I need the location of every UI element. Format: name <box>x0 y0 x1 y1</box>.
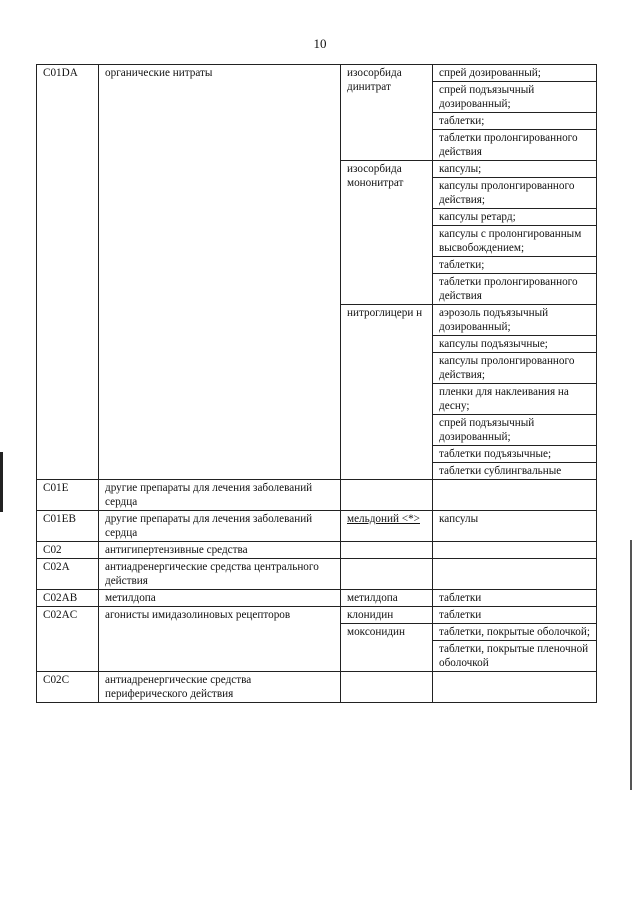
atc-code-cell: C01EB <box>37 511 99 542</box>
atc-code-cell: C01E <box>37 480 99 511</box>
table-row <box>37 542 597 559</box>
atc-name-cell: антиадренергические средства периферического действия <box>99 672 341 703</box>
dosage-form-cell: пленки для наклеивания на десну; <box>433 384 597 415</box>
drug-name-cell: изосорбида мононитрат <box>341 161 433 305</box>
drug-name-cell: метилдопа <box>341 590 433 607</box>
dosage-form-cell: капсулы <box>433 511 597 542</box>
medicine-table <box>36 64 597 703</box>
dosage-form-cell: таблетки; <box>433 113 597 130</box>
atc-name-cell: другие препараты для лечения заболеваний сердца <box>99 480 341 511</box>
atc-code-cell: C02 <box>37 542 99 559</box>
dosage-form-cell <box>433 559 597 590</box>
dosage-form-cell: капсулы с пролонгированным высвобождением; <box>433 226 597 257</box>
dosage-form-cell: спрей подъязычный дозированный; <box>433 415 597 446</box>
drug-name-cell <box>341 559 433 590</box>
dosage-form-cell: таблетки пролонгированного действия <box>433 274 597 305</box>
dosage-form-cell: спрей дозированный; <box>433 65 597 82</box>
dosage-form-cell <box>433 480 597 511</box>
drug-name-cell <box>341 672 433 703</box>
dosage-form-cell: капсулы подъязычные; <box>433 336 597 353</box>
dosage-form-cell: таблетки сублингвальные <box>433 463 597 480</box>
dosage-form-cell <box>433 672 597 703</box>
drug-name-cell: изосорбида динитрат <box>341 65 433 161</box>
atc-name-cell: антигипертензивные средства <box>99 542 341 559</box>
dosage-form-cell: таблетки, покрытые пленочной оболочкой <box>433 641 597 672</box>
atc-name-cell: другие препараты для лечения заболеваний сердца <box>99 511 341 542</box>
drug-name-cell <box>341 542 433 559</box>
drug-name-cell <box>341 480 433 511</box>
dosage-form-cell: капсулы пролонгированного действия; <box>433 178 597 209</box>
dosage-form-cell: таблетки; <box>433 257 597 274</box>
dosage-form-cell: капсулы; <box>433 161 597 178</box>
dosage-form-cell: капсулы ретард; <box>433 209 597 226</box>
atc-code-cell: C02AC <box>37 607 99 672</box>
atc-code-cell: C02AB <box>37 590 99 607</box>
table-row <box>37 672 597 703</box>
atc-name-cell: антиадренергические средства центрального действия <box>99 559 341 590</box>
drug-name-cell: клонидин <box>341 607 433 624</box>
dosage-form-cell: таблетки, покрытые оболочкой; <box>433 624 597 641</box>
atc-code-cell: C02A <box>37 559 99 590</box>
atc-code-cell: C02C <box>37 672 99 703</box>
dosage-form-cell: таблетки <box>433 607 597 624</box>
dosage-form-cell: спрей подъязычный дозированный; <box>433 82 597 113</box>
table-row <box>37 480 597 511</box>
dosage-form-cell: таблетки <box>433 590 597 607</box>
table-row <box>37 607 597 624</box>
table-row <box>37 65 597 82</box>
scan-mark <box>630 540 632 790</box>
scan-mark <box>0 452 3 512</box>
atc-name-cell: органические нитраты <box>99 65 341 480</box>
drug-name-cell: мельдоний <*> <box>341 511 433 542</box>
drug-name-cell: моксонидин <box>341 624 433 672</box>
dosage-form-cell: капсулы пролонгированного действия; <box>433 353 597 384</box>
dosage-form-cell: таблетки подъязычные; <box>433 446 597 463</box>
drug-name-cell: нитроглицери н <box>341 305 433 480</box>
atc-name-cell: метилдопа <box>99 590 341 607</box>
atc-name-cell: агонисты имидазолиновых рецепторов <box>99 607 341 672</box>
dosage-form-cell <box>433 542 597 559</box>
dosage-form-cell: аэрозоль подъязычный дозированный; <box>433 305 597 336</box>
dosage-form-cell: таблетки пролонгированного действия <box>433 130 597 161</box>
table-row <box>37 590 597 607</box>
table-row <box>37 559 597 590</box>
atc-code-cell: C01DA <box>37 65 99 480</box>
page-number: 10 <box>313 36 327 51</box>
table-row <box>37 511 597 542</box>
